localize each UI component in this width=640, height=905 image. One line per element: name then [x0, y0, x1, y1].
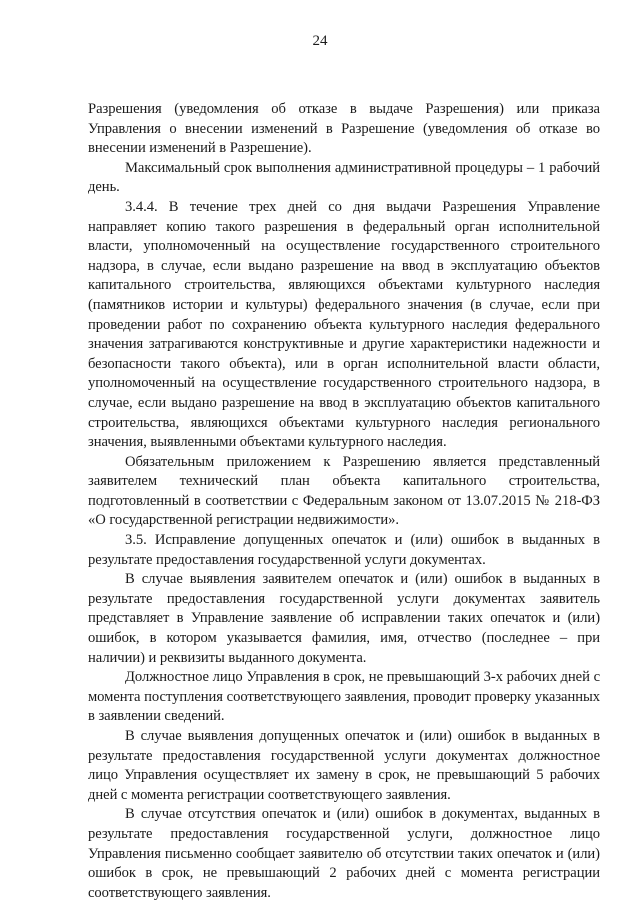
paragraph: В случае отсутствия опечаток и (или) ошибок в документах, выданных в результате предоставления государственной услуги, должностное лицо Управления письменно сообщает заявителю об отсутствии таких опечаток и (или) ошибок в срок, не превышающий 2 рабочих дней с момента регистрации соответствующего заявления. — [88, 806, 600, 901]
document-body — [88, 100, 600, 903]
paragraph: 3.4.4. В течение трех дней со дня выдачи Разрешения Управление направляет копию такого разрешения в федеральный орган исполнительной власти, уполномоченный на осуществление государственного строительного надзора, в случае, если выдано разрешение на ввод в эксплуатацию объектов капитального строительства, являющихся объектами культурного наследия (памятников истории и культуры) федерального значения (в случае, если при проведении работ по сохранению объекта культурного наследия федерального значения затрагиваются конструктивные и другие характеристики надежности и безопасности такого объекта), или в орган исполнительной власти области, уполномоченный на осуществление государственного строительного надзора, в случае, если выдано разрешение на ввод в эксплуатацию объектов капитального строительства, являющихся объектами культурного наследия регионального значения, выявленными объектами культурного наследия. — [88, 198, 600, 451]
section-heading-paragraph: 3.5. Исправление допущенных опечаток и (или) ошибок в выданных в результате предоставления государственной услуги документах. — [88, 532, 600, 568]
paragraph: Максимальный срок выполнения административной процедуры – 1 рабочий день. — [88, 159, 600, 196]
paragraph: Обязательным приложением к Разрешению является представленный заявителем технический план объекта капитального строительства, подготовленный в соответствии с Федеральным законом от 13.07.2015 № 218-ФЗ «О государственной регистрации недвижимости». — [88, 453, 600, 529]
paragraph: В случае выявления допущенных опечаток и (или) ошибок в выданных в результате предоставления государственной услуги документах должностное лицо Управления осуществляет их замену в срок, не превышающий 5 рабочих дней с момента регистрации соответствующего заявления. — [88, 728, 600, 803]
paragraph: Разрешения (уведомления об отказе в выдаче Разрешения) или приказа Управления о внесении изменений в Разрешение (уведомления об отказе во внесении изменений в Разрешение). — [88, 101, 600, 157]
paragraph: В случае выявления заявителем опечаток и (или) ошибок в выданных в результате предоставления государственной услуги документах заявитель представляет в Управление заявление об исправлении таких опечаток и (или) ошибок, в котором указывается фамилия, имя, отчество (последнее – при наличии) и реквизиты выданного документа. — [88, 571, 600, 666]
page-number: 24 — [312, 33, 328, 49]
paragraph: Должностное лицо Управления в срок, не превышающий 3-х рабочих дней с момента поступления соответствующего заявления, проводит проверку указанных в заявлении сведений. — [88, 669, 600, 725]
